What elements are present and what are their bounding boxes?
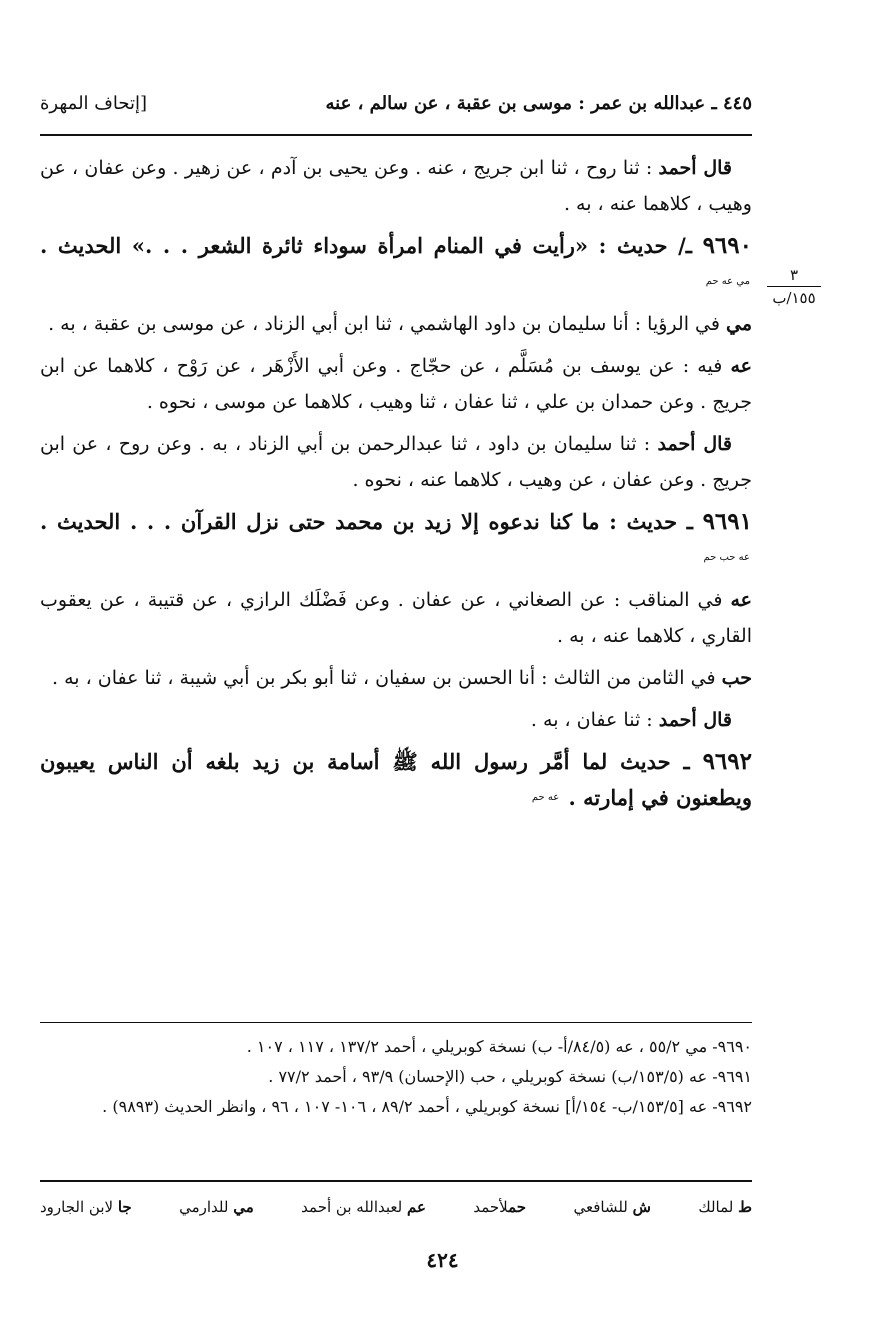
footnotes	[40, 1032, 752, 1122]
hadith-sigla: مي عه حم	[705, 276, 750, 287]
paragraph-text: في الرؤيا : أنا سليمان بن داود الهاشمي ، ثنا ابن أبي الزناد ، عن موسى بن عقبة ، به .	[48, 313, 726, 335]
main-text	[40, 150, 752, 822]
abbreviation-legend	[40, 1192, 752, 1222]
paragraph-text: : ثنا سليمان بن داود ، ثنا عبدالرحمن بن أبي الزناد ، به . وعن روح ، عن ابن جريج . وعن عفان ، عن وهيب ، كلاهما عنه ، نحوه .	[40, 433, 752, 491]
footnote: ٩٦٩١- عه (١٥٣/٥/ب) نسخة كوبريلي ، حب (الإحسان) ٩٣/٩ ، أحمد ٧٧/٢ .	[268, 1067, 752, 1086]
paragraph	[40, 150, 752, 222]
hadith-text: ـ/ حديث : «رأيت في المنام امرأة سوداء ثائرة الشعر . . .» الحديث .	[40, 233, 703, 258]
legend-rule	[40, 1180, 752, 1182]
hadith-number: ٩٦٩٢	[702, 748, 752, 775]
legend-desc: لابن الجارود	[40, 1198, 118, 1216]
paragraph-text: : ثنا روح ، ثنا ابن جريج ، عنه . وعن يحيى بن آدم ، عن زهير . وعن عفان ، عن وهيب ، كلاهما عنه ، به .	[40, 157, 752, 215]
legend-item	[40, 1192, 132, 1222]
source-label: قال أحمد	[658, 157, 732, 179]
footnote: ٩٦٩٢- عه [١٥٣/٥/ب- ١٥٤/أ] نسخة كوبريلي ، أحمد ٨٩/٢ ، ١٠٦- ١٠٧ ، ٩٦ ، وانظر الحديث (٩٨٩٣) .	[102, 1097, 752, 1116]
paragraph-text: في الثامن من الثالث : أنا الحسن بن سفيان ، ثنا أبو بكر بن أبي شيبة ، ثنا عفان ، به .	[52, 667, 722, 689]
paragraph	[40, 660, 752, 696]
paragraph	[40, 306, 752, 342]
paragraph-text: في المناقب : عن الصغاني ، عن عفان . وعن فَضْلَك الرازي ، عن قتيبة ، عن يعقوب القاري ، كلاهما عنه ، به .	[40, 589, 752, 647]
legend-desc: للدارمي	[179, 1198, 234, 1216]
legend-desc: لأحمد	[473, 1198, 509, 1216]
hadith-number: ٩٦٩١	[702, 508, 752, 535]
source-label: عه	[730, 589, 752, 611]
hadith-sigla: عه حب حم	[703, 552, 750, 563]
legend-code: ط	[738, 1198, 752, 1216]
book-title: [إتحاف المهرة	[40, 93, 148, 114]
legend-item	[301, 1192, 426, 1222]
hadith-heading	[40, 228, 752, 300]
page-number: ٤٢٤	[426, 1248, 459, 1272]
paragraph	[40, 426, 752, 498]
margin-ref-divider	[767, 286, 821, 287]
legend-item	[698, 1192, 752, 1222]
paragraph-text: فيه : عن يوسف بن مُسَلَّم ، عن حجّاج . وعن أبي الأَزْهَر ، عن رَوْح ، كلاهما عن ابن جريج . وعن حمدان بن علي ، ثنا عفان ، ثنا وهيب ، كلاهما عن موسى ، نحوه .	[40, 355, 752, 413]
margin-ref-bottom: ١٥٥/ب	[772, 289, 816, 307]
source-label: مي	[725, 313, 752, 335]
source-label: حب	[721, 667, 752, 689]
hadith-sigla: عه حم	[531, 792, 560, 803]
hadith-number: ٩٦٩٠	[702, 232, 752, 259]
legend-code: مي	[233, 1198, 254, 1216]
hadith-text: ـ حديث : ما كنا ندعوه إلا زيد بن محمد حتى نزل القرآن . . . الحديث .	[40, 509, 703, 534]
legend-item	[179, 1192, 254, 1222]
legend-desc: لمالك	[698, 1198, 739, 1216]
margin-reference	[764, 266, 824, 307]
legend-desc: للشافعي	[573, 1198, 633, 1216]
paragraph-text: : ثنا عفان ، به .	[530, 709, 659, 731]
header-rule	[40, 134, 752, 136]
hadith-text: ـ حديث لما أمَّر رسول الله ﷺ أسامة بن زيد بلغه أن الناس يعيبون ويطعنون في إمارته .	[40, 749, 752, 810]
legend-code: ش	[632, 1198, 651, 1216]
legend-item	[573, 1192, 650, 1222]
hadith-heading	[40, 744, 752, 816]
running-header	[40, 88, 752, 120]
legend-item	[473, 1192, 526, 1222]
legend-code: جا	[117, 1198, 132, 1216]
footnote: ٩٦٩٠- مي ٥٥/٢ ، عه (٨٤/٥/أ- ب) نسخة كوبريلي ، أحمد ١٣٧/٢ ، ١١٧ ، ١٠٧ .	[246, 1037, 752, 1056]
hadith-heading	[40, 504, 752, 576]
footnote-rule	[40, 1022, 752, 1023]
legend-code: حم	[508, 1198, 527, 1216]
legend-desc: لعبدالله بن أحمد	[301, 1198, 407, 1216]
legend-code: عم	[407, 1198, 426, 1216]
paragraph	[40, 582, 752, 654]
source-label: قال أحمد	[658, 709, 732, 731]
source-label: عه	[730, 355, 752, 377]
margin-ref-top: ٣	[789, 266, 799, 284]
chapter-title: ٤٤٥ ـ عبدالله بن عمر : موسى بن عقبة ، عن سالم ، عنه	[325, 93, 752, 114]
source-label: قال أحمد	[657, 433, 732, 455]
paragraph	[40, 348, 752, 420]
paragraph	[40, 702, 752, 738]
